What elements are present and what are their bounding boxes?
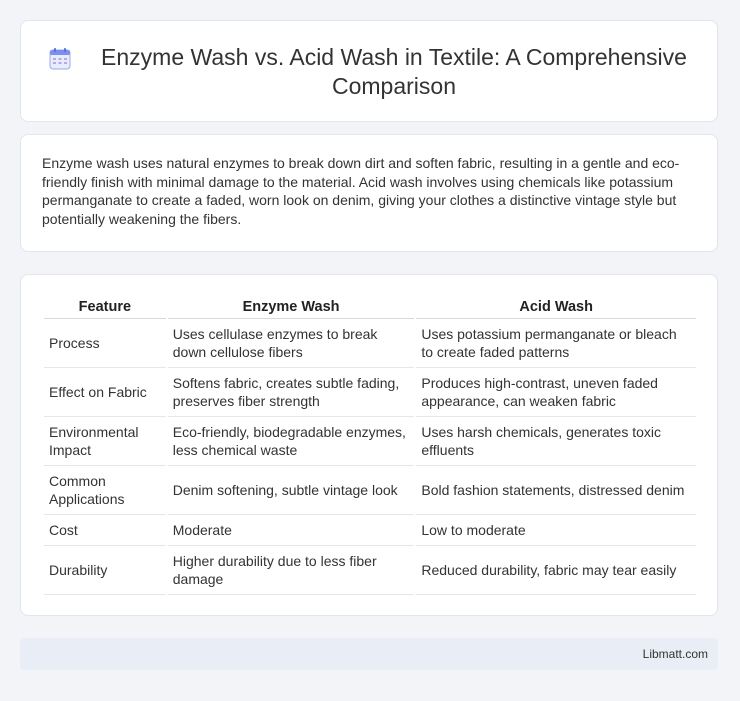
row-enzyme-value: Eco-friendly, biodegradable enzymes, less chemical waste [168,417,415,466]
comparison-table-card [20,274,718,616]
row-enzyme-value: Uses cellulase enzymes to break down cellulose fibers [168,319,415,368]
row-acid-value: Uses harsh chemicals, generates toxic effluents [416,417,696,466]
title-card [20,20,718,122]
intro-card [20,134,718,252]
comparison-table [42,296,698,595]
footer-site-link[interactable]: Libmatt.com [642,647,708,661]
header-enzyme-wash: Enzyme Wash [168,296,415,319]
intro-paragraph: Enzyme wash uses natural enzymes to break down dirt and soften fabric, resulting in a gentle and eco-friendly finish with minimal damage to the material. Acid wash involves using chemicals like potassium permanganate to create a faded, worn look on denim, giving your clothes a distinctive vintage style but potentially weakening the fibers. [42,155,680,228]
row-acid-value: Produces high-contrast, uneven faded appearance, can weaken fabric [416,368,696,417]
row-feature: Durability [44,546,166,595]
header-feature: Feature [44,296,166,319]
table-row [44,319,696,368]
row-acid-value: Bold fashion statements, distressed denim [416,466,696,515]
table-row [44,417,696,466]
row-feature: Effect on Fabric [44,368,166,417]
table-header-row [44,296,696,319]
row-acid-value: Low to moderate [416,515,696,546]
page-title: Enzyme Wash vs. Acid Wash in Textile: A Comprehensive Comparison [101,44,687,99]
row-feature: Cost [44,515,166,546]
calendar-icon [48,47,72,71]
row-feature: Common Applications [44,466,166,515]
header-acid-wash: Acid Wash [416,296,696,319]
row-enzyme-value: Softens fabric, creates subtle fading, preserves fiber strength [168,368,415,417]
table-row [44,368,696,417]
table-row [44,515,696,546]
row-acid-value: Uses potassium permanganate or bleach to create faded patterns [416,319,696,368]
row-enzyme-value: Moderate [168,515,415,546]
row-acid-value: Reduced durability, fabric may tear easily [416,546,696,595]
footer-bar [20,638,718,670]
row-enzyme-value: Higher durability due to less fiber damage [168,546,415,595]
row-enzyme-value: Denim softening, subtle vintage look [168,466,415,515]
row-feature: Process [44,319,166,368]
row-feature: Environmental Impact [44,417,166,466]
table-row [44,466,696,515]
table-row [44,546,696,595]
